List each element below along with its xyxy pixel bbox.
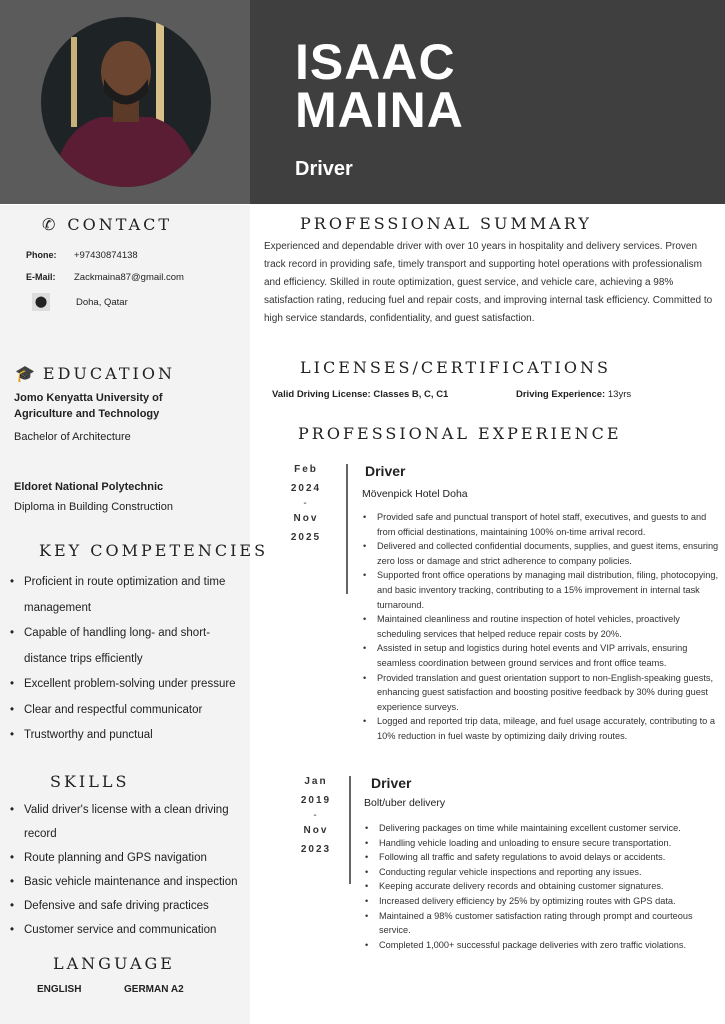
list-item: • Basic vehicle maintenance and inspection xyxy=(10,870,248,894)
phone-icon: ✆ xyxy=(42,217,56,234)
driving-experience xyxy=(516,389,631,400)
skills-list xyxy=(10,798,248,942)
timeline-divider xyxy=(349,776,351,884)
start-year: 2024 xyxy=(290,483,322,494)
list-item: • Excellent problem-solving under pressure xyxy=(10,672,248,698)
contact-heading-text: CONTACT xyxy=(67,215,173,234)
list-item: • Provided translation and guest orientation support to non-English-speaking guests, enhancing guest satisfaction and boosting positive feedback by 30% during guest experience surveys. xyxy=(363,671,721,715)
education-degree: Diploma in Building Construction xyxy=(14,501,173,513)
list-item: • Maintained a 98% customer satisfaction rating through prompt and courteous service. xyxy=(365,909,701,938)
job-title: Driver xyxy=(295,158,353,180)
start-month: Jan xyxy=(304,776,328,787)
email-value[interactable]: Zackmaina87@gmail.com xyxy=(74,272,184,283)
date-separator: - xyxy=(313,810,319,821)
list-item: • Conducting regular vehicle inspections and reporting any issues. xyxy=(365,865,701,880)
job-company: Bolt/uber delivery xyxy=(364,797,446,809)
phone-label: Phone: xyxy=(26,250,57,260)
list-item: • Completed 1,000+ successful package deliveries with zero traffic violations. xyxy=(365,938,701,953)
list-item: • Delivered and collected confidential documents, supplies, and guest items, ensuring zero loss or damage and strict adherence to company policies. xyxy=(363,539,721,568)
driving-experience-label: Driving Experience: xyxy=(516,389,606,400)
list-item: • Keeping accurate delivery records and obtaining customer signatures. xyxy=(365,879,701,894)
end-year: 2025 xyxy=(290,532,322,543)
summary-heading: PROFESSIONAL SUMMARY xyxy=(300,214,592,233)
end-year: 2023 xyxy=(300,844,332,855)
list-item: • Assisted in setup and logistics during hotel events and VIP arrivals, ensuring seamless coordination between ground services and front office teams. xyxy=(363,641,721,670)
job-role: Driver xyxy=(365,463,406,479)
list-item: • Supported front office operations by managing mail distribution, filing, photocopying, and basic inventory tracking, contributing to a 15% improvement in internal task turnaround. xyxy=(363,568,721,612)
list-item: • Delivering packages on time while maintaining excellent customer service. xyxy=(365,821,701,836)
list-item: • Proficient in route optimization and time management xyxy=(10,570,248,621)
list-item: • Trustworthy and punctual xyxy=(10,723,248,749)
list-item: • Provided safe and punctual transport of hotel staff, executives, and guests to and from official destinations, maintaining 100% on-time arrival record. xyxy=(363,510,721,539)
list-item: • Increased delivery efficiency by 25% by optimizing routes with GPS data. xyxy=(365,894,701,909)
list-item: • Following all traffic and safety regulations to avoid delays or accidents. xyxy=(365,850,701,865)
education-school: Eldoret National Polytechnic xyxy=(14,481,164,493)
phone-value[interactable]: +97430874138 xyxy=(74,250,138,261)
driving-experience-value: 13yrs xyxy=(607,389,632,400)
list-item: • Logged and reported trip data, mileage, and fuel usage accurately, contributing to a 10% reduction in fuel waste by optimizing daily driving routes. xyxy=(363,714,721,743)
job-bullets xyxy=(363,510,721,744)
job-company: Mövenpick Hotel Doha xyxy=(362,488,468,500)
job-bullets xyxy=(365,821,701,952)
skills-heading: SKILLS xyxy=(50,772,130,791)
list-item: • Route planning and GPS navigation xyxy=(10,846,248,870)
profile-photo xyxy=(41,17,211,187)
competencies-list xyxy=(10,570,248,749)
date-separator: - xyxy=(303,498,309,509)
education-heading xyxy=(15,364,175,384)
end-month: Nov xyxy=(303,825,329,836)
job-dates xyxy=(286,460,326,547)
location-value: Doha, Qatar xyxy=(76,297,128,308)
timeline-divider xyxy=(346,464,348,594)
location-pin-icon: ⬤ xyxy=(32,293,50,311)
start-year: 2019 xyxy=(300,795,332,806)
list-item: • Valid driver's license with a clean driving record xyxy=(10,798,248,846)
education-degree: Bachelor of Architecture xyxy=(14,431,131,443)
education-school: Jomo Kenyatta University of Agriculture and Technology xyxy=(14,392,163,420)
list-item: • Handling vehicle loading and unloading to ensure secure transportation. xyxy=(365,836,701,851)
list-item: • Customer service and communication xyxy=(10,918,248,942)
list-item: • Maintained cleanliness and routine inspection of hotel vehicles, proactively scheduling services that helped reduce repair costs by 20%. xyxy=(363,612,721,641)
job-dates xyxy=(296,772,336,859)
language-item: GERMAN A2 xyxy=(124,984,184,995)
name-line-2: MAINA xyxy=(295,82,464,138)
language-item: ENGLISH xyxy=(37,984,82,995)
start-month: Feb xyxy=(294,464,318,475)
contact-heading xyxy=(42,215,172,235)
name-line-1: ISAAC xyxy=(295,34,456,90)
email-label: E-Mail: xyxy=(26,272,56,282)
experience-heading: PROFESSIONAL EXPERIENCE xyxy=(298,424,622,443)
competencies-heading: KEY COMPETENCIES xyxy=(39,541,269,560)
list-item: • Clear and respectful communicator xyxy=(10,698,248,724)
summary-text: Experienced and dependable driver with over 10 years in hospitality and delivery services. Proven track record in providing safe, timely transport and supporting hotel operations with professionalism and efficiency. Skilled in route optimization, guest service, and vehicle care, achieving a 98% satisfaction rating, reducing fuel and repair costs, and improving internal task efficiency. Committed to high service standards, confidentiality, and guest satisfaction. xyxy=(264,241,713,324)
language-heading: LANGUAGE xyxy=(53,954,175,973)
list-item: • Defensive and safe driving practices xyxy=(10,894,248,918)
license-classes: Valid Driving License: Classes B, C, C1 xyxy=(272,389,449,400)
end-month: Nov xyxy=(293,513,319,524)
candidate-name xyxy=(295,34,464,138)
education-heading-text: EDUCATION xyxy=(42,364,175,383)
licenses-heading: LICENSES/CERTIFICATIONS xyxy=(300,358,611,377)
graduation-cap-icon: 🎓 xyxy=(15,366,35,383)
list-item: • Capable of handling long- and short-distance trips efficiently xyxy=(10,621,248,672)
job-role: Driver xyxy=(371,775,412,791)
